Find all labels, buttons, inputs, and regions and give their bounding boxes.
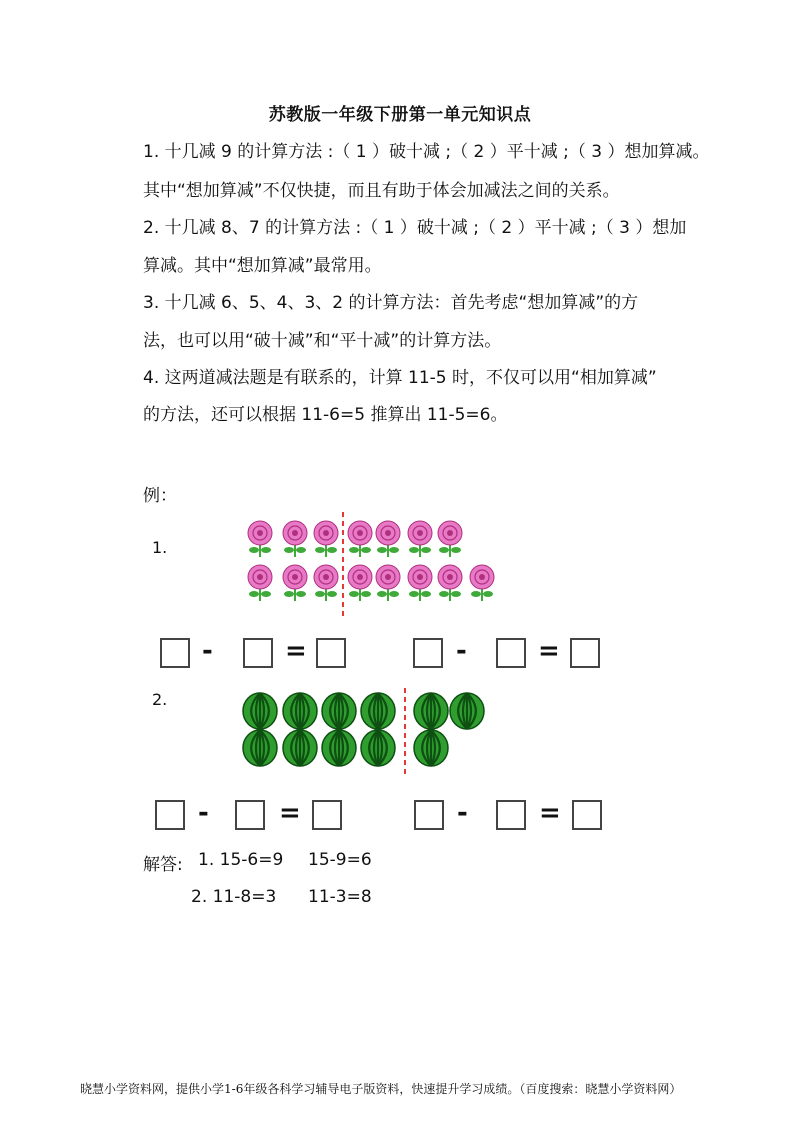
- answer-box[interactable]: [414, 800, 444, 830]
- watermelon-icon: [243, 693, 277, 729]
- flower-icon: [348, 521, 372, 557]
- footer-note: 晓慧小学资料网，提供小学1-6年级各科学习辅导电子版资料，快速提升学习成绩。（百度搜索：晓慧小学资料网）: [80, 1082, 682, 1096]
- answer-box[interactable]: [316, 638, 346, 668]
- answer-2a: 2. 11-8=3: [191, 887, 277, 907]
- flower-icon: [283, 521, 307, 557]
- flower-icon: [438, 521, 462, 557]
- knowledge-point-line: 2. 十几减 8、7 的计算方法 :（ 1 ）破十减 ;（ 2 ）平十减 ;（ 3 ）想加: [143, 218, 687, 238]
- flower-icon: [408, 521, 432, 557]
- answer-box[interactable]: [312, 800, 342, 830]
- answer-1b: 15-9=6: [308, 850, 372, 870]
- equals-sign: =: [538, 636, 560, 666]
- flower-icon: [376, 521, 400, 557]
- flower-icon: [314, 565, 338, 601]
- answer-box[interactable]: [413, 638, 443, 668]
- minus-sign: -: [457, 798, 468, 828]
- flower-icon: [376, 565, 400, 601]
- knowledge-point-line: 3. 十几减 6、5、4、3、2 的计算方法：首先考虑“想加算减”的方: [143, 293, 639, 313]
- minus-sign: -: [202, 636, 213, 666]
- knowledge-point-line: 算减。其中“想加算减”最常用。: [143, 256, 382, 276]
- example-2-number: 2.: [152, 690, 168, 709]
- watermelon-icon: [283, 730, 317, 766]
- watermelon-icon: [361, 730, 395, 766]
- flower-icon: [438, 565, 462, 601]
- knowledge-point-line: 的方法，还可以根据 11-6=5 推算出 11-5=6。: [143, 405, 508, 425]
- watermelon-icon: [283, 693, 317, 729]
- answer-box[interactable]: [496, 800, 526, 830]
- answer-box[interactable]: [496, 638, 526, 668]
- watermelon-icon: [322, 693, 356, 729]
- equals-sign: =: [539, 798, 561, 828]
- minus-sign: -: [198, 798, 209, 828]
- equals-sign: =: [285, 636, 307, 666]
- flower-icon: [408, 565, 432, 601]
- answer-box[interactable]: [570, 638, 600, 668]
- answer-box[interactable]: [243, 638, 273, 668]
- answer-1a: 1. 15-6=9: [198, 850, 284, 870]
- watermelon-icon: [322, 730, 356, 766]
- flower-icon: [314, 521, 338, 557]
- answer-box[interactable]: [235, 800, 265, 830]
- knowledge-point-line: 1. 十几减 9 的计算方法 :（ 1 ）破十减 ;（ 2 ）平十减 ;（ 3 ）想加算减。: [143, 142, 710, 162]
- equals-sign: =: [279, 798, 301, 828]
- page-title: 苏教版一年级下册第一单元知识点: [268, 105, 532, 125]
- knowledge-point-line: 4. 这两道减法题是有联系的，计算 11-5 时，不仅可以用“相加算减”: [143, 368, 657, 388]
- watermelon-icon: [243, 730, 277, 766]
- answer-label: 解答:: [143, 855, 183, 875]
- answer-box[interactable]: [160, 638, 190, 668]
- flower-icon: [348, 565, 372, 601]
- watermelon-icon: [361, 693, 395, 729]
- watermelon-icon: [414, 730, 448, 766]
- minus-sign: -: [456, 636, 467, 666]
- flower-icon: [470, 565, 494, 601]
- flower-icon: [248, 565, 272, 601]
- watermelon-icon: [450, 693, 484, 729]
- knowledge-point-line: 其中“想加算减”不仅快捷，而且有助于体会加减法之间的关系。: [143, 181, 620, 201]
- flower-icon: [248, 521, 272, 557]
- example-label: 例：: [143, 486, 177, 506]
- watermelon-icon: [414, 693, 448, 729]
- knowledge-point-line: 法，也可以用“破十减”和“平十减”的计算方法。: [143, 331, 502, 351]
- flower-icon: [283, 565, 307, 601]
- answer-box[interactable]: [155, 800, 185, 830]
- answer-2b: 11-3=8: [308, 887, 372, 907]
- answer-box[interactable]: [572, 800, 602, 830]
- example-1-number: 1.: [152, 538, 168, 557]
